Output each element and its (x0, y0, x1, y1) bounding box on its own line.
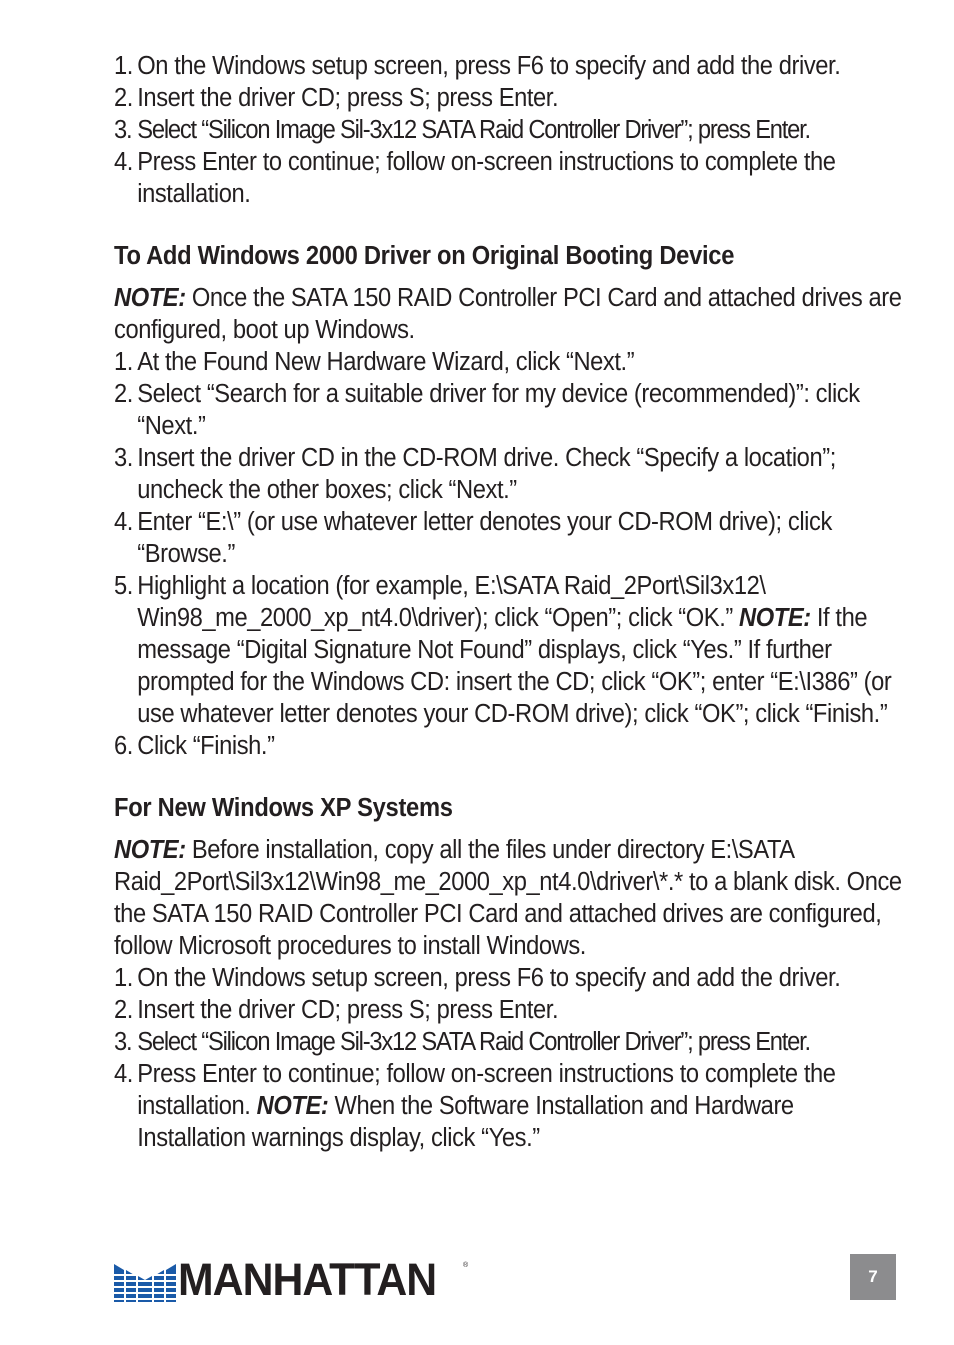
trademark-symbol: ® (463, 1262, 469, 1269)
list-item: 3. Select “Silicon Image Sil-3x12 SATA Raid Controller Driver”; press Enter. (114, 1028, 810, 1056)
list-item: 4. Enter “E:\” (or use whatever letter denotes your CD-ROM drive); click “Browse.” (114, 508, 832, 568)
list-item: 1. At the Found New Hardware Wizard, click “Next.” (114, 348, 635, 376)
list-item: 3. Insert the driver CD in the CD-ROM drive. Check “Specify a location”; uncheck the other boxes; click “Next.” (114, 444, 836, 504)
page-content (114, 50, 905, 1154)
list-item: 3. Select “Silicon Image Sil-3x12 SATA Raid Controller Driver”; press Enter. (114, 116, 810, 144)
manhattan-logo (114, 1254, 474, 1305)
list-item: 5. Highlight a location (for example, E:\SATA Raid_2Port\Sil3x12\ Win98_me_2000_xp_nt4.0\driver); click “Open”; click “OK.” NOTE: If the message “Digital Signature Not Found” displays, click “Yes.” If further prompted for the Windows CD: insert the CD; click “OK”; enter “E:\I386” (or use whatever letter denotes your CD-ROM drive); click “OK”; click “Finish.” (114, 572, 892, 728)
section3-steps (114, 962, 905, 1154)
note-paragraph: NOTE: Once the SATA 150 RAID Controller PCI Card and attached drives are configured, boot up Windows. (114, 284, 902, 344)
page-number: 7 (850, 1254, 896, 1300)
list-item: 2. Select “Search for a suitable driver for my device (recommended)”: click “Next.” (114, 380, 860, 440)
section2-steps (114, 346, 905, 762)
section-heading: For New Windows XP Systems (114, 794, 453, 822)
manhattan-skyline-icon (114, 1258, 176, 1302)
section-heading: To Add Windows 2000 Driver on Original Booting Device (114, 242, 735, 270)
list-item: 6. Click “Finish.” (114, 732, 275, 760)
list-item: 1. On the Windows setup screen, press F6 to specify and add the driver. (114, 964, 841, 992)
list-item: 4. Press Enter to continue; follow on-screen instructions to complete the installation. (114, 148, 836, 208)
section1-steps (114, 50, 905, 210)
list-item: 2. Insert the driver CD; press S; press Enter. (114, 84, 559, 112)
list-item: 1. On the Windows setup screen, press F6 to specify and add the driver. (114, 52, 841, 80)
brand-name: MANHATTAN (178, 1254, 437, 1305)
list-item: 2. Insert the driver CD; press S; press Enter. (114, 996, 559, 1024)
note-paragraph: NOTE: Before installation, copy all the files under directory E:\SATA Raid_2Port\Sil3x12\Win98_me_2000_xp_nt4.0\driver\*.* to a blank disk. Once the SATA 150 RAID Controller PCI Card and attached drives are configured, follow Microsoft procedures to install Windows. (114, 836, 902, 960)
list-item: 4. Press Enter to continue; follow on-screen instructions to complete the installation. NOTE: When the Software Installation and Hardware Installation warnings display, click “Yes.” (114, 1060, 836, 1152)
